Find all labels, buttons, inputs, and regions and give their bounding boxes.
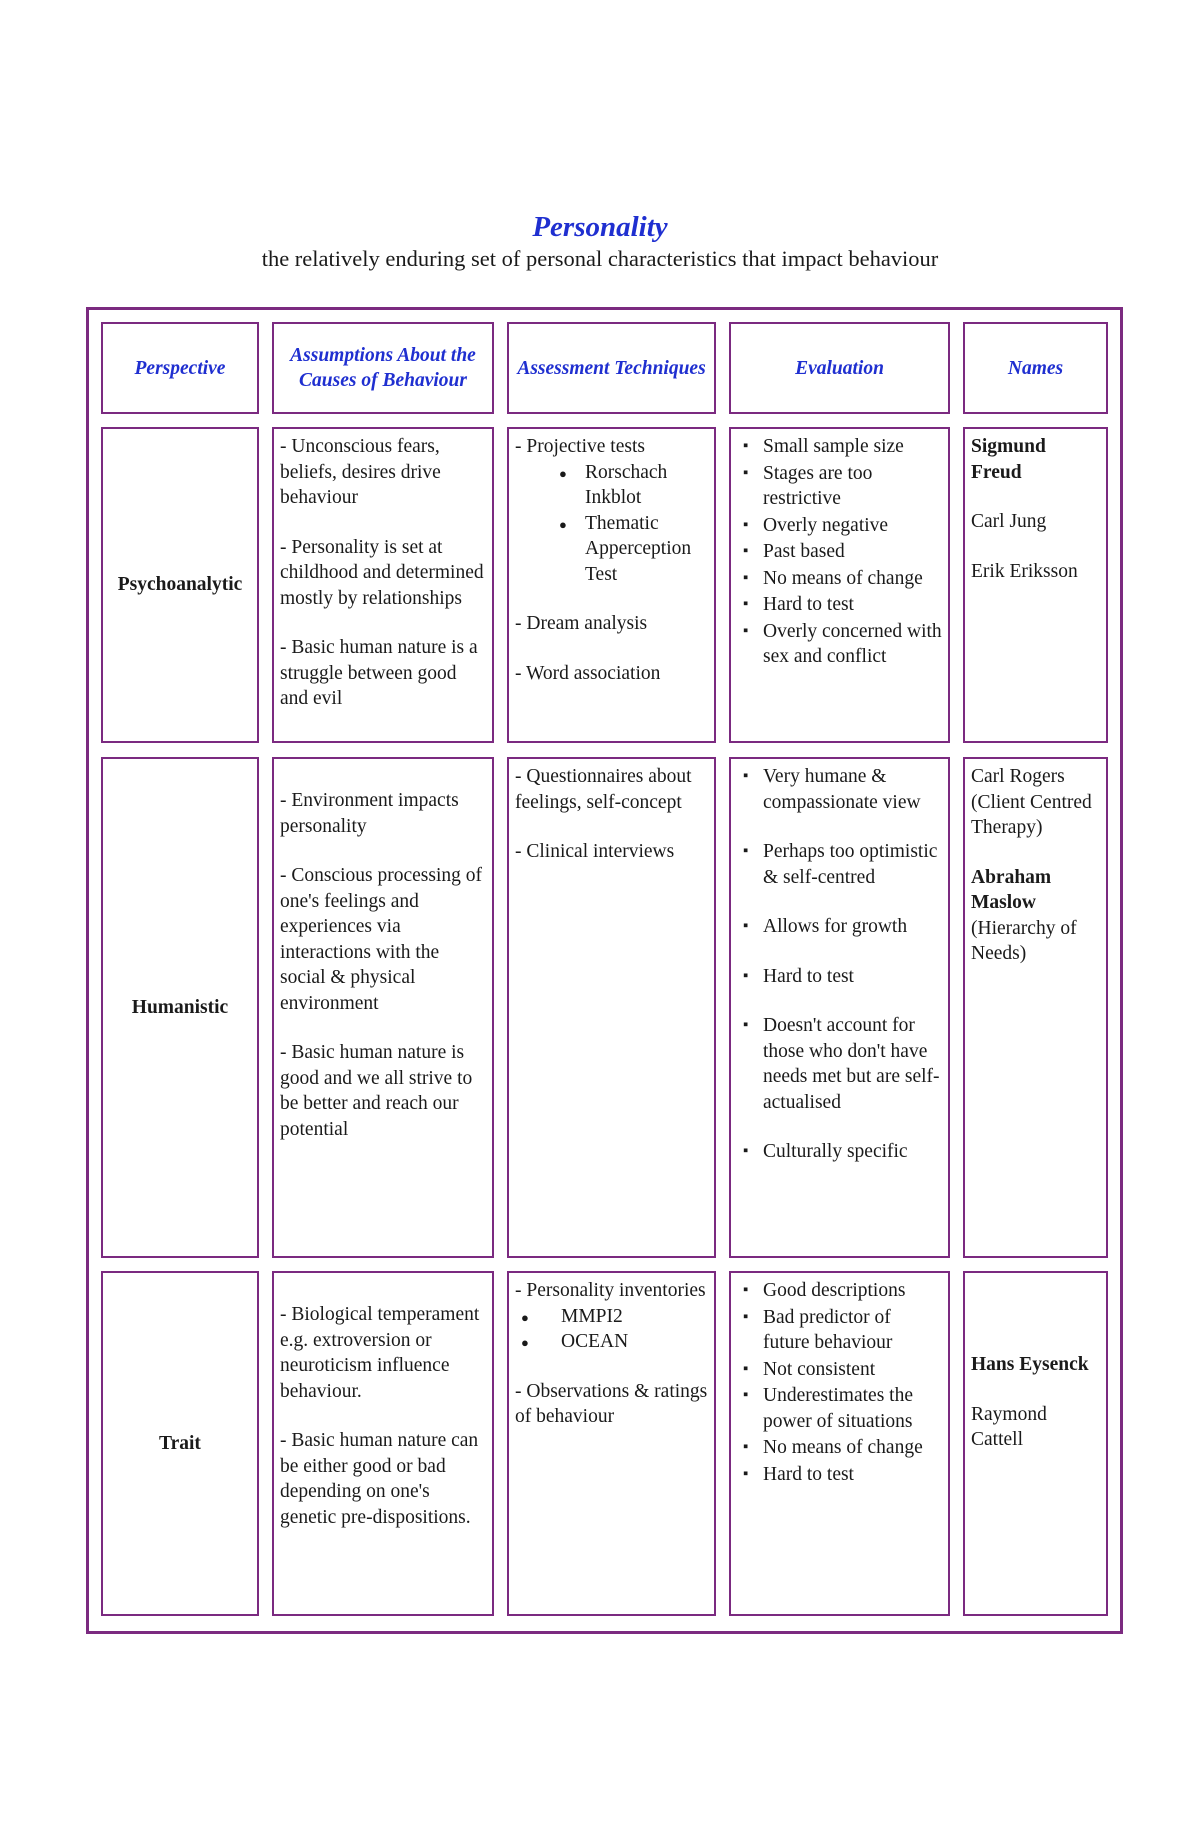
evaluation-item: ▪ Hard to test [737,964,942,990]
evaluation-item: ▪ Not consistent [737,1357,942,1383]
evaluation-humanistic [729,757,950,1258]
perspective-humanistic: Humanistic [101,757,259,1258]
assumption-item: - Unconscious fears, beliefs, desires drive behaviour [280,436,441,508]
assumption-item: - Conscious processing of one's feelings and experiences via interactions with the social & physical environment [280,865,483,1014]
header-perspective: Perspective [101,322,259,414]
evaluation-item: ▪ Stages are too restrictive [737,461,942,512]
assumption-item: - Basic human nature is good and we all strive to be better and reach our potential [280,1042,473,1140]
names-trait [963,1271,1108,1616]
header-names: Names [963,322,1108,414]
perspective-trait: Trait [101,1271,259,1616]
evaluation-item: ▪ Very humane & compassionate view [737,764,942,815]
name-entry: Carl Jung [971,511,1047,532]
evaluation-trait [729,1271,950,1616]
assumption-item: - Environment impacts personality [280,790,459,837]
evaluation-item: ▪ Hard to test [737,1462,942,1488]
assumption-item: - Personality is set at childhood and determined mostly by relationships [280,536,484,609]
assumption-item: - Basic human nature is a struggle between good and evil [280,637,478,709]
assessment-bullet: ● Rorschach Inkblot [515,460,708,511]
assessment-humanistic [507,757,716,1258]
name-entry: Carl Rogers (Client Centred Therapy) [971,766,1092,838]
name-entry: Abraham Maslow [971,866,1052,913]
name-entry: Erik Eriksson [971,560,1078,582]
evaluation-item: ▪ No means of change [737,566,942,592]
assumption-item: - Basic human nature can be either good or bad depending on one's genetic pre-dispositions. [280,1430,479,1528]
assumptions-psychoanalytic [272,427,494,743]
assessment-bullet: ● MMPI2 [515,1304,708,1330]
header-assumptions: Assumptions About the Causes of Behaviour [272,322,494,414]
assessment-item: - Clinical interviews [515,841,675,862]
header-evaluation: Evaluation [729,322,950,414]
evaluation-psychoanalytic [729,427,950,743]
evaluation-item: ▪ Underestimates the power of situations [737,1383,942,1434]
assessment-item: - Questionnaires about feelings, self-concept [515,766,692,813]
evaluation-item: ▪ Small sample size [737,434,942,460]
header-assessment: Assessment Techniques [507,322,716,414]
name-entry: Hans Eysenck [971,1354,1089,1375]
assessment-intro: - Personality inventories [515,1280,706,1301]
evaluation-item: ▪ Hard to test [737,592,942,618]
names-psychoanalytic [963,427,1108,743]
assessment-intro: - Projective tests [515,436,645,457]
evaluation-item: ▪ Allows for growth [737,914,942,940]
assessment-bullet: ● OCEAN [515,1329,708,1355]
assessment-bullet: ● Thematic Apperception Test [515,511,708,588]
page-subtitle: the relatively enduring set of personal characteristics that impact behaviour [261,246,939,271]
evaluation-item: ▪ Good descriptions [737,1278,942,1304]
evaluation-item: ▪ Past based [737,539,942,565]
evaluation-item: ▪ Culturally specific [737,1139,942,1165]
name-entry: Sigmund Freud [971,436,1046,483]
assumption-item: - Biological temperament e.g. extroversion or neuroticism influence behaviour. [280,1304,480,1402]
page-title: Personality [532,211,668,243]
assessment-trait [507,1271,716,1616]
evaluation-item: ▪ Bad predictor of future behaviour [737,1305,942,1356]
assumptions-trait [272,1271,494,1616]
assessment-psychoanalytic [507,427,716,743]
evaluation-item: ▪ Doesn't account for those who don't have needs met but are self-actualised [737,1013,942,1115]
assumptions-humanistic [272,757,494,1258]
perspective-psychoanalytic: Psychoanalytic [101,427,259,743]
names-humanistic [963,757,1108,1258]
evaluation-item: ▪ No means of change [737,1435,942,1461]
evaluation-item: ▪ Overly negative [737,513,942,539]
evaluation-item: ▪ Overly concerned with sex and conflict [737,619,942,670]
assessment-item: - Word association [515,662,661,684]
assessment-item: - Observations & ratings of behaviour [515,1380,708,1427]
evaluation-item: ▪ Perhaps too optimistic & self-centred [737,839,942,890]
name-entry: Raymond Cattell [971,1403,1047,1450]
assessment-item: - Dream analysis [515,613,648,634]
name-entry: (Hierarchy of Needs) [971,917,1077,964]
